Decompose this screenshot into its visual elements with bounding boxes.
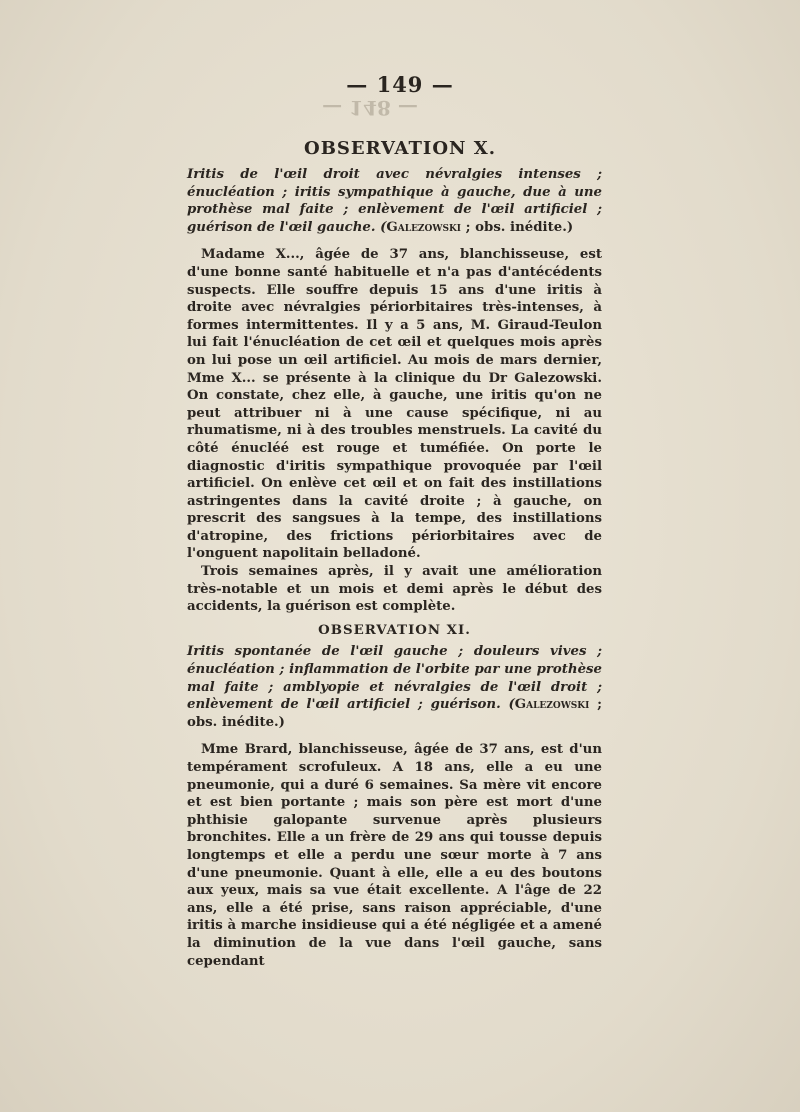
observation-xi-paragraph-1: Mme Brard, blanchisseuse, âgée de 37 ans, est d'un tempérament scrofuleux. A 18 ans, elle a eu une pneumonie, qui a duré 6 semaines. Sa mère vit encore et est bien portante ; mais son père est mort d'une phthisie galopante survenue après plusieurs bronchites. Elle a un frère de 29 ans qui tousse depuis longtemps et elle a perdu une sœur morte à 7 ans d'une pneumonie. Quant à elle, elle a eu des boutons aux yeux, mais sa vue était excellente. A l'âge de 22 ans, elle a été prise, sans raison appréciable, d'une iritis à marche insidieuse qui a été négligée et a amené la diminution de la vue dans l'œil gauche, sans cependant	[187, 742, 602, 969]
page-number: — 149 —	[346, 72, 454, 97]
observation-x-summary: Iritis de l'œil droit avec névralgies intenses ; énucléation ; iritis sympathique à gauche, due à une prothèse mal faite ; enlèvement de l'œil artificiel ; guérison de l'œil gauche. (Galezowski ; obs. inédite.)	[187, 167, 602, 235]
bleed-through-page-number: — 148 —	[322, 96, 418, 120]
observation-x-paragraph-2: Trois semaines après, il y avait une amélioration très-notable et un mois et demi après le début des accidents, la guérison est complète.	[187, 564, 602, 615]
author-name: Galezowski	[386, 219, 461, 235]
observation-x-title: OBSERVATION X.	[304, 138, 496, 159]
page-body	[187, 158, 602, 970]
observation-xi-title: OBSERVATION XI.	[318, 622, 471, 638]
author-name: Galezowski	[514, 697, 590, 713]
observation-xi-summary: Iritis spontanée de l'œil gauche ; douleurs vives ; énucléation ; inflammation de l'orbite par une prothèse mal faite ; amblyopie et névralgies de l'œil droit ; enlèvement de l'œil artificiel ; guérison. (Galezowski ; obs. inédite.)	[187, 644, 602, 730]
observation-x-paragraph-1: Madame X..., âgée de 37 ans, blanchisseuse, est d'une bonne santé habituelle et n'a pas d'antécédents suspects. Elle souffre depuis 15 ans d'une iritis à droite avec névralgies périorbitaires très-intenses, à formes intermittentes. Il y a 5 ans, M. Giraud-Teulon lui fait l'énucléation de cet œil et quelques mois après on lui pose un œil artificiel. Au mois de mars dernier, Mme X... se présente à la clinique du Dr Galezowski. On constate, chez elle, à gauche, une iritis qu'on ne peut attribuer ni à une cause spécifique, ni au rhumatisme, ni à des troubles menstruels. La cavité du côté énucléé est rouge et tuméfiée. On porte le diagnostic d'iritis sympathique provoquée par l'œil artificiel. On enlève cet œil et on fait des instillations astringentes dans la cavité droite ; à gauche, on prescrit des sangsues à la tempe, des instillations d'atropine, des frictions périorbitaires avec de l'onguent napolitain belladoné.	[187, 247, 602, 562]
